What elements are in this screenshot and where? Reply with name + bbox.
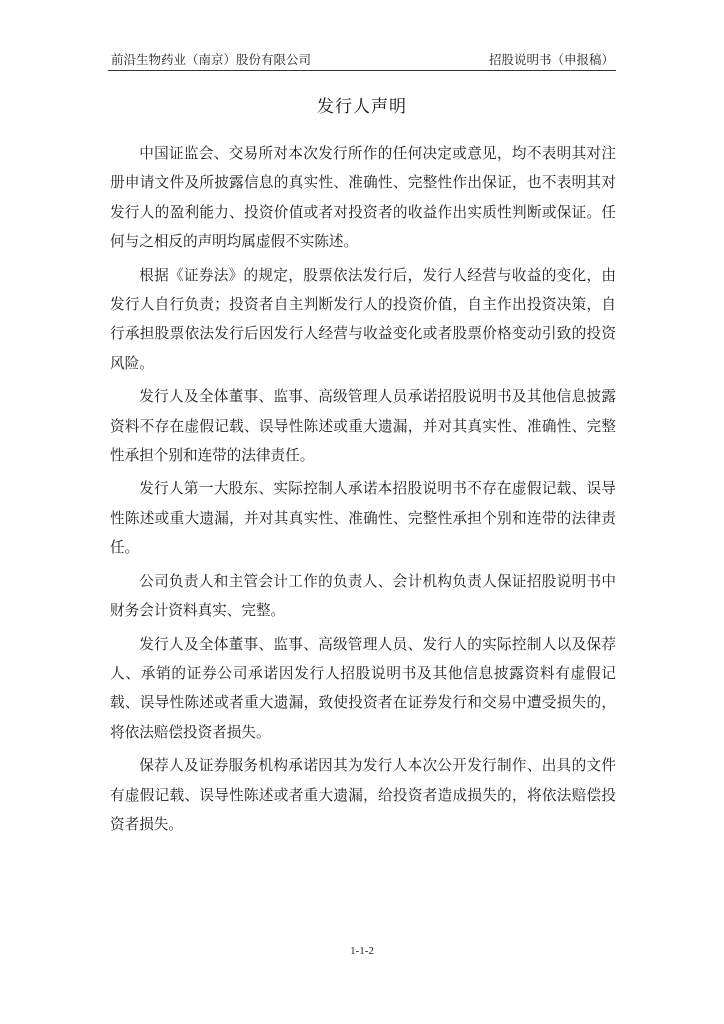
- statement-paragraph-6: 发行人及全体董事、监事、高级管理人员、发行人的实际控制人以及保荐人、承销的证券公司承诺因发行人招股说明书及其他信息披露资料有虚假记载、误导性陈述或者重大遗漏，致使投资者在证券发行和交易中遭受损失的，将依法赔偿投资者损失。: [110, 635, 616, 741]
- statement-paragraph-5: 公司负责人和主管会计工作的负责人、会计机构负责人保证招股说明书中财务会计资料真实、完整。: [110, 572, 616, 620]
- statement-paragraph-2: 根据《证券法》的规定，股票依法发行后，发行人经营与收益的变化，由发行人自行负责；投资者自主判断发行人的投资价值，自主作出投资决策，自行承担股票依法发行后因发行人经营与收益变化或者股票价格变动引致的投资风险。: [110, 266, 616, 372]
- header-document-name: 招股说明书（申报稿）: [488, 52, 614, 67]
- page-title: 发行人声明: [317, 97, 407, 117]
- page-number: 1-1-2: [350, 945, 374, 957]
- statement-paragraph-7: 保荐人及证券服务机构承诺因其为发行人本次公开发行制作、出具的文件有虚假记载、误导性陈述或者重大遗漏，给投资者造成损失的，将依法赔偿投资者损失。: [110, 757, 616, 833]
- header-company-name: 前沿生物药业（南京）股份有限公司: [111, 52, 312, 67]
- statement-paragraph-3: 发行人及全体董事、监事、高级管理人员承诺招股说明书及其他信息披露资料不存在虚假记载、误导性陈述或重大遗漏，并对其真实性、准确性、完整性承担个别和连带的法律责任。: [110, 388, 616, 465]
- statement-paragraph-4: 发行人第一大股东、实际控制人承诺本招股说明书不存在虚假记载、误导性陈述或重大遗漏，并对其真实性、准确性、完整性承担个别和连带的法律责任。: [110, 480, 616, 557]
- statement-body: [110, 139, 616, 843]
- header-divider: [108, 70, 616, 71]
- statement-paragraph-1: 中国证监会、交易所对本次发行所作的任何决定或意见，均不表明其对注册申请文件及所披露信息的真实性、准确性、完整性作出保证，也不表明其对发行人的盈利能力、投资价值或者对投资者的收益作出实质性判断或保证。任何与之相反的声明均属虚假不实陈述。: [110, 145, 616, 251]
- page-header: [108, 52, 616, 68]
